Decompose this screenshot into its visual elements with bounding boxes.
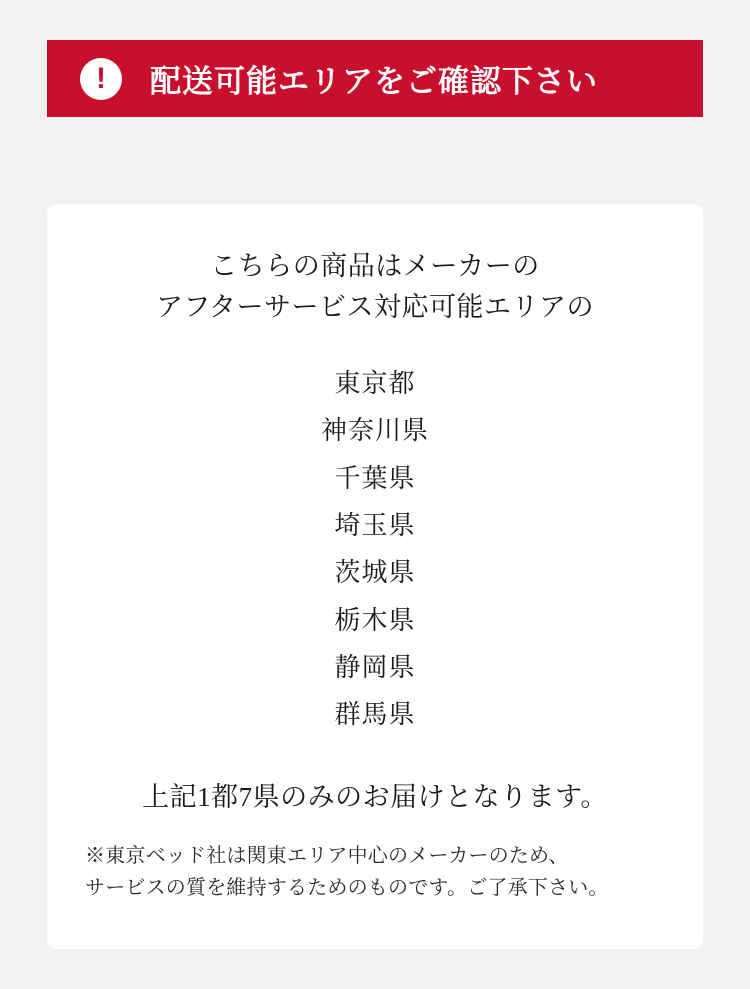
summary-text: 上記1都7県のみのお届けとなります。 [142, 781, 608, 812]
exclamation-glyph: ! [96, 61, 106, 95]
notice-card [47, 204, 703, 949]
note-text [77, 840, 673, 904]
list-item: 栃木県 [334, 605, 416, 635]
intro-text [77, 246, 673, 328]
intro-line-1: こちらの商品はメーカーの [210, 251, 540, 281]
list-item: 茨城県 [334, 558, 416, 588]
intro-line-2: アフターサービス対応可能エリアの [155, 292, 595, 323]
list-item: 神奈川県 [320, 416, 429, 446]
list-item: 群馬県 [334, 700, 416, 730]
list-item: 静岡県 [334, 652, 416, 682]
warning-banner [47, 40, 703, 117]
list-item: 千葉県 [334, 463, 416, 493]
note-line-1: ※東京ベッド社は関東エリア中心のメーカーのため、 [85, 844, 569, 867]
exclamation-mark-icon [80, 58, 122, 100]
list-item: 埼玉県 [334, 511, 416, 540]
list-item: 東京都 [334, 369, 416, 399]
banner-title: 配送可能エリアをご確認下さい [150, 64, 598, 99]
area-list [77, 360, 673, 739]
note-line-2: サービスの質を維持するためのものです。ご了承下さい。 [85, 876, 609, 899]
